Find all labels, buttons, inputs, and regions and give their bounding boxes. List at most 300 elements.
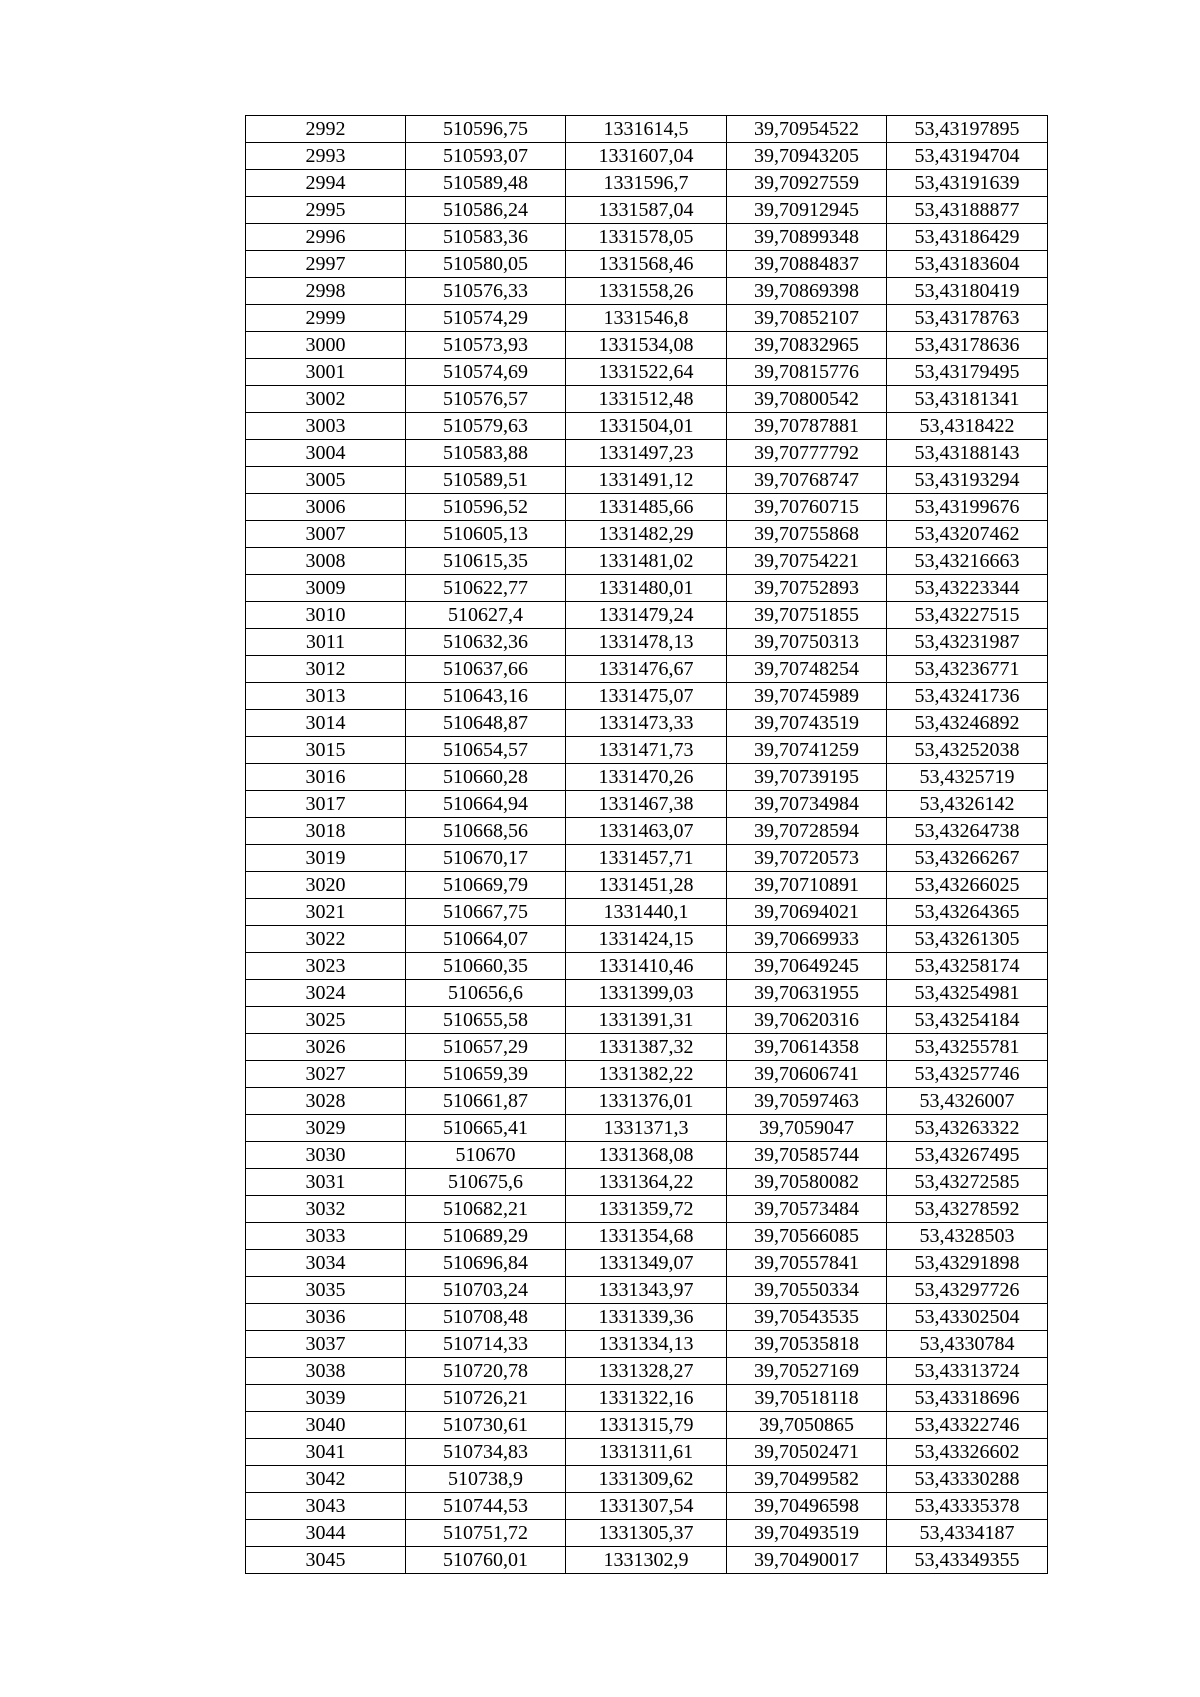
- point-number-cell: 3042: [246, 1466, 406, 1493]
- table-row: [246, 1223, 1048, 1250]
- y-coordinate-cell: 1331457,71: [566, 845, 727, 872]
- point-number-cell: 3022: [246, 926, 406, 953]
- x-coordinate-cell: 510696,84: [406, 1250, 566, 1277]
- y-coordinate-cell: 1331364,22: [566, 1169, 727, 1196]
- y-coordinate-cell: 1331328,27: [566, 1358, 727, 1385]
- table-row: [246, 386, 1048, 413]
- y-coordinate-cell: 1331311,61: [566, 1439, 727, 1466]
- latitude-cell: 39,70527169: [727, 1358, 887, 1385]
- latitude-cell: 39,70557841: [727, 1250, 887, 1277]
- point-number-cell: 3007: [246, 521, 406, 548]
- table-row: [246, 1088, 1048, 1115]
- y-coordinate-cell: 1331614,5: [566, 116, 727, 143]
- longitude-cell: 53,43291898: [887, 1250, 1048, 1277]
- point-number-cell: 3041: [246, 1439, 406, 1466]
- latitude-cell: 39,70768747: [727, 467, 887, 494]
- y-coordinate-cell: 1331558,26: [566, 278, 727, 305]
- table-row: [246, 521, 1048, 548]
- longitude-cell: 53,43264738: [887, 818, 1048, 845]
- x-coordinate-cell: 510669,79: [406, 872, 566, 899]
- y-coordinate-cell: 1331596,7: [566, 170, 727, 197]
- y-coordinate-cell: 1331359,72: [566, 1196, 727, 1223]
- longitude-cell: 53,43255781: [887, 1034, 1048, 1061]
- y-coordinate-cell: 1331302,9: [566, 1547, 727, 1574]
- coordinates-table-body: [246, 116, 1048, 1574]
- longitude-cell: 53,43223344: [887, 575, 1048, 602]
- x-coordinate-cell: 510656,6: [406, 980, 566, 1007]
- point-number-cell: 3027: [246, 1061, 406, 1088]
- longitude-cell: 53,43207462: [887, 521, 1048, 548]
- longitude-cell: 53,43258174: [887, 953, 1048, 980]
- x-coordinate-cell: 510670: [406, 1142, 566, 1169]
- y-coordinate-cell: 1331315,79: [566, 1412, 727, 1439]
- table-row: [246, 629, 1048, 656]
- x-coordinate-cell: 510670,17: [406, 845, 566, 872]
- table-row: [246, 791, 1048, 818]
- point-number-cell: 3031: [246, 1169, 406, 1196]
- latitude-cell: 39,70728594: [727, 818, 887, 845]
- point-number-cell: 3014: [246, 710, 406, 737]
- y-coordinate-cell: 1331534,08: [566, 332, 727, 359]
- y-coordinate-cell: 1331473,33: [566, 710, 727, 737]
- y-coordinate-cell: 1331387,32: [566, 1034, 727, 1061]
- point-number-cell: 3043: [246, 1493, 406, 1520]
- y-coordinate-cell: 1331476,67: [566, 656, 727, 683]
- latitude-cell: 39,70535818: [727, 1331, 887, 1358]
- point-number-cell: 3002: [246, 386, 406, 413]
- y-coordinate-cell: 1331522,64: [566, 359, 727, 386]
- table-row: [246, 224, 1048, 251]
- point-number-cell: 3023: [246, 953, 406, 980]
- longitude-cell: 53,43179495: [887, 359, 1048, 386]
- latitude-cell: 39,70943205: [727, 143, 887, 170]
- table-row: [246, 467, 1048, 494]
- latitude-cell: 39,70496598: [727, 1493, 887, 1520]
- y-coordinate-cell: 1331587,04: [566, 197, 727, 224]
- point-number-cell: 2993: [246, 143, 406, 170]
- point-number-cell: 2995: [246, 197, 406, 224]
- longitude-cell: 53,43335378: [887, 1493, 1048, 1520]
- x-coordinate-cell: 510738,9: [406, 1466, 566, 1493]
- x-coordinate-cell: 510665,41: [406, 1115, 566, 1142]
- y-coordinate-cell: 1331334,13: [566, 1331, 727, 1358]
- table-row: [246, 926, 1048, 953]
- longitude-cell: 53,43267495: [887, 1142, 1048, 1169]
- y-coordinate-cell: 1331578,05: [566, 224, 727, 251]
- table-row: [246, 1196, 1048, 1223]
- longitude-cell: 53,4330784: [887, 1331, 1048, 1358]
- latitude-cell: 39,70694021: [727, 899, 887, 926]
- latitude-cell: 39,70745989: [727, 683, 887, 710]
- y-coordinate-cell: 1331607,04: [566, 143, 727, 170]
- longitude-cell: 53,43297726: [887, 1277, 1048, 1304]
- point-number-cell: 3040: [246, 1412, 406, 1439]
- longitude-cell: 53,43183604: [887, 251, 1048, 278]
- table-row: [246, 1169, 1048, 1196]
- longitude-cell: 53,43263322: [887, 1115, 1048, 1142]
- longitude-cell: 53,43180419: [887, 278, 1048, 305]
- point-number-cell: 3030: [246, 1142, 406, 1169]
- y-coordinate-cell: 1331399,03: [566, 980, 727, 1007]
- latitude-cell: 39,70502471: [727, 1439, 887, 1466]
- point-number-cell: 2996: [246, 224, 406, 251]
- longitude-cell: 53,4326007: [887, 1088, 1048, 1115]
- x-coordinate-cell: 510714,33: [406, 1331, 566, 1358]
- latitude-cell: 39,70606741: [727, 1061, 887, 1088]
- latitude-cell: 39,70550334: [727, 1277, 887, 1304]
- point-number-cell: 3009: [246, 575, 406, 602]
- x-coordinate-cell: 510720,78: [406, 1358, 566, 1385]
- latitude-cell: 39,7059047: [727, 1115, 887, 1142]
- longitude-cell: 53,4326142: [887, 791, 1048, 818]
- longitude-cell: 53,43236771: [887, 656, 1048, 683]
- y-coordinate-cell: 1331376,01: [566, 1088, 727, 1115]
- x-coordinate-cell: 510586,24: [406, 197, 566, 224]
- table-row: [246, 737, 1048, 764]
- point-number-cell: 3017: [246, 791, 406, 818]
- point-number-cell: 3036: [246, 1304, 406, 1331]
- y-coordinate-cell: 1331368,08: [566, 1142, 727, 1169]
- table-row: [246, 143, 1048, 170]
- y-coordinate-cell: 1331339,36: [566, 1304, 727, 1331]
- point-number-cell: 3019: [246, 845, 406, 872]
- table-row: [246, 1412, 1048, 1439]
- latitude-cell: 39,70493519: [727, 1520, 887, 1547]
- table-row: [246, 170, 1048, 197]
- point-number-cell: 3033: [246, 1223, 406, 1250]
- longitude-cell: 53,43181341: [887, 386, 1048, 413]
- longitude-cell: 53,4328503: [887, 1223, 1048, 1250]
- point-number-cell: 3018: [246, 818, 406, 845]
- table-row: [246, 278, 1048, 305]
- latitude-cell: 39,70748254: [727, 656, 887, 683]
- table-row: [246, 710, 1048, 737]
- x-coordinate-cell: 510664,07: [406, 926, 566, 953]
- table-row: [246, 575, 1048, 602]
- longitude-cell: 53,43252038: [887, 737, 1048, 764]
- y-coordinate-cell: 1331504,01: [566, 413, 727, 440]
- longitude-cell: 53,43241736: [887, 683, 1048, 710]
- x-coordinate-cell: 510657,29: [406, 1034, 566, 1061]
- x-coordinate-cell: 510660,35: [406, 953, 566, 980]
- longitude-cell: 53,43194704: [887, 143, 1048, 170]
- x-coordinate-cell: 510664,94: [406, 791, 566, 818]
- x-coordinate-cell: 510576,33: [406, 278, 566, 305]
- point-number-cell: 2994: [246, 170, 406, 197]
- x-coordinate-cell: 510682,21: [406, 1196, 566, 1223]
- y-coordinate-cell: 1331497,23: [566, 440, 727, 467]
- table-row: [246, 818, 1048, 845]
- y-coordinate-cell: 1331305,37: [566, 1520, 727, 1547]
- latitude-cell: 39,70832965: [727, 332, 887, 359]
- x-coordinate-cell: 510659,39: [406, 1061, 566, 1088]
- latitude-cell: 39,70899348: [727, 224, 887, 251]
- latitude-cell: 39,70631955: [727, 980, 887, 1007]
- y-coordinate-cell: 1331478,13: [566, 629, 727, 656]
- point-number-cell: 2999: [246, 305, 406, 332]
- longitude-cell: 53,43197895: [887, 116, 1048, 143]
- x-coordinate-cell: 510734,83: [406, 1439, 566, 1466]
- table-row: [246, 1493, 1048, 1520]
- point-number-cell: 2998: [246, 278, 406, 305]
- y-coordinate-cell: 1331568,46: [566, 251, 727, 278]
- coordinates-table: [245, 115, 1048, 1574]
- latitude-cell: 39,70734984: [727, 791, 887, 818]
- longitude-cell: 53,43313724: [887, 1358, 1048, 1385]
- table-row: [246, 683, 1048, 710]
- y-coordinate-cell: 1331424,15: [566, 926, 727, 953]
- y-coordinate-cell: 1331482,29: [566, 521, 727, 548]
- point-number-cell: 3006: [246, 494, 406, 521]
- latitude-cell: 39,70580082: [727, 1169, 887, 1196]
- x-coordinate-cell: 510689,29: [406, 1223, 566, 1250]
- latitude-cell: 39,70585744: [727, 1142, 887, 1169]
- x-coordinate-cell: 510744,53: [406, 1493, 566, 1520]
- y-coordinate-cell: 1331470,26: [566, 764, 727, 791]
- x-coordinate-cell: 510726,21: [406, 1385, 566, 1412]
- point-number-cell: 3003: [246, 413, 406, 440]
- point-number-cell: 3010: [246, 602, 406, 629]
- longitude-cell: 53,43216663: [887, 548, 1048, 575]
- x-coordinate-cell: 510637,66: [406, 656, 566, 683]
- latitude-cell: 39,70543535: [727, 1304, 887, 1331]
- point-number-cell: 3001: [246, 359, 406, 386]
- x-coordinate-cell: 510708,48: [406, 1304, 566, 1331]
- table-row: [246, 1277, 1048, 1304]
- table-row: [246, 251, 1048, 278]
- x-coordinate-cell: 510751,72: [406, 1520, 566, 1547]
- table-row: [246, 1547, 1048, 1574]
- longitude-cell: 53,43186429: [887, 224, 1048, 251]
- longitude-cell: 53,4334187: [887, 1520, 1048, 1547]
- point-number-cell: 3011: [246, 629, 406, 656]
- table-row: [246, 764, 1048, 791]
- x-coordinate-cell: 510593,07: [406, 143, 566, 170]
- point-number-cell: 3012: [246, 656, 406, 683]
- table-row: [246, 1061, 1048, 1088]
- latitude-cell: 39,70751855: [727, 602, 887, 629]
- x-coordinate-cell: 510668,56: [406, 818, 566, 845]
- longitude-cell: 53,43264365: [887, 899, 1048, 926]
- point-number-cell: 3020: [246, 872, 406, 899]
- table-row: [246, 1331, 1048, 1358]
- y-coordinate-cell: 1331354,68: [566, 1223, 727, 1250]
- latitude-cell: 39,70669933: [727, 926, 887, 953]
- longitude-cell: 53,43257746: [887, 1061, 1048, 1088]
- x-coordinate-cell: 510605,13: [406, 521, 566, 548]
- table-row: [246, 1385, 1048, 1412]
- longitude-cell: 53,43266025: [887, 872, 1048, 899]
- y-coordinate-cell: 1331410,46: [566, 953, 727, 980]
- latitude-cell: 39,70499582: [727, 1466, 887, 1493]
- x-coordinate-cell: 510643,16: [406, 683, 566, 710]
- longitude-cell: 53,43254981: [887, 980, 1048, 1007]
- point-number-cell: 3038: [246, 1358, 406, 1385]
- y-coordinate-cell: 1331475,07: [566, 683, 727, 710]
- point-number-cell: 3026: [246, 1034, 406, 1061]
- x-coordinate-cell: 510596,52: [406, 494, 566, 521]
- latitude-cell: 39,70787881: [727, 413, 887, 440]
- table-row: [246, 899, 1048, 926]
- table-row: [246, 332, 1048, 359]
- latitude-cell: 39,70869398: [727, 278, 887, 305]
- table-row: [246, 1250, 1048, 1277]
- longitude-cell: 53,43231987: [887, 629, 1048, 656]
- longitude-cell: 53,43191639: [887, 170, 1048, 197]
- latitude-cell: 39,70597463: [727, 1088, 887, 1115]
- point-number-cell: 2992: [246, 116, 406, 143]
- x-coordinate-cell: 510583,88: [406, 440, 566, 467]
- x-coordinate-cell: 510632,36: [406, 629, 566, 656]
- latitude-cell: 39,70573484: [727, 1196, 887, 1223]
- table-row: [246, 602, 1048, 629]
- x-coordinate-cell: 510654,57: [406, 737, 566, 764]
- longitude-cell: 53,43330288: [887, 1466, 1048, 1493]
- table-row: [246, 953, 1048, 980]
- y-coordinate-cell: 1331371,3: [566, 1115, 727, 1142]
- latitude-cell: 39,70710891: [727, 872, 887, 899]
- table-row: [246, 1007, 1048, 1034]
- y-coordinate-cell: 1331479,24: [566, 602, 727, 629]
- x-coordinate-cell: 510573,93: [406, 332, 566, 359]
- x-coordinate-cell: 510655,58: [406, 1007, 566, 1034]
- x-coordinate-cell: 510675,6: [406, 1169, 566, 1196]
- point-number-cell: 3029: [246, 1115, 406, 1142]
- longitude-cell: 53,43178763: [887, 305, 1048, 332]
- latitude-cell: 39,70800542: [727, 386, 887, 413]
- table-row: [246, 1520, 1048, 1547]
- latitude-cell: 39,70750313: [727, 629, 887, 656]
- table-row: [246, 1115, 1048, 1142]
- x-coordinate-cell: 510760,01: [406, 1547, 566, 1574]
- latitude-cell: 39,70518118: [727, 1385, 887, 1412]
- y-coordinate-cell: 1331491,12: [566, 467, 727, 494]
- table-row: [246, 116, 1048, 143]
- table-row: [246, 1466, 1048, 1493]
- longitude-cell: 53,43199676: [887, 494, 1048, 521]
- y-coordinate-cell: 1331440,1: [566, 899, 727, 926]
- latitude-cell: 39,70614358: [727, 1034, 887, 1061]
- point-number-cell: 3034: [246, 1250, 406, 1277]
- latitude-cell: 39,70752893: [727, 575, 887, 602]
- x-coordinate-cell: 510730,61: [406, 1412, 566, 1439]
- table-row: [246, 845, 1048, 872]
- longitude-cell: 53,43322746: [887, 1412, 1048, 1439]
- table-row: [246, 440, 1048, 467]
- point-number-cell: 3028: [246, 1088, 406, 1115]
- longitude-cell: 53,43302504: [887, 1304, 1048, 1331]
- table-row: [246, 305, 1048, 332]
- table-row: [246, 980, 1048, 1007]
- latitude-cell: 39,70760715: [727, 494, 887, 521]
- latitude-cell: 39,70490017: [727, 1547, 887, 1574]
- longitude-cell: 53,43318696: [887, 1385, 1048, 1412]
- y-coordinate-cell: 1331512,48: [566, 386, 727, 413]
- longitude-cell: 53,43227515: [887, 602, 1048, 629]
- latitude-cell: 39,70884837: [727, 251, 887, 278]
- x-coordinate-cell: 510589,48: [406, 170, 566, 197]
- y-coordinate-cell: 1331546,8: [566, 305, 727, 332]
- table-row: [246, 413, 1048, 440]
- point-number-cell: 3004: [246, 440, 406, 467]
- y-coordinate-cell: 1331349,07: [566, 1250, 727, 1277]
- y-coordinate-cell: 1331451,28: [566, 872, 727, 899]
- longitude-cell: 53,43254184: [887, 1007, 1048, 1034]
- longitude-cell: 53,43246892: [887, 710, 1048, 737]
- table-row: [246, 1358, 1048, 1385]
- point-number-cell: 3044: [246, 1520, 406, 1547]
- x-coordinate-cell: 510579,63: [406, 413, 566, 440]
- longitude-cell: 53,43261305: [887, 926, 1048, 953]
- point-number-cell: 3032: [246, 1196, 406, 1223]
- longitude-cell: 53,4318422: [887, 413, 1048, 440]
- longitude-cell: 53,43178636: [887, 332, 1048, 359]
- y-coordinate-cell: 1331309,62: [566, 1466, 727, 1493]
- table-row: [246, 872, 1048, 899]
- y-coordinate-cell: 1331307,54: [566, 1493, 727, 1520]
- point-number-cell: 3013: [246, 683, 406, 710]
- point-number-cell: 3037: [246, 1331, 406, 1358]
- point-number-cell: 3016: [246, 764, 406, 791]
- latitude-cell: 39,70815776: [727, 359, 887, 386]
- latitude-cell: 39,70739195: [727, 764, 887, 791]
- x-coordinate-cell: 510661,87: [406, 1088, 566, 1115]
- longitude-cell: 53,4325719: [887, 764, 1048, 791]
- y-coordinate-cell: 1331480,01: [566, 575, 727, 602]
- point-number-cell: 3000: [246, 332, 406, 359]
- y-coordinate-cell: 1331485,66: [566, 494, 727, 521]
- point-number-cell: 3045: [246, 1547, 406, 1574]
- x-coordinate-cell: 510615,35: [406, 548, 566, 575]
- y-coordinate-cell: 1331481,02: [566, 548, 727, 575]
- x-coordinate-cell: 510574,69: [406, 359, 566, 386]
- latitude-cell: 39,70741259: [727, 737, 887, 764]
- latitude-cell: 39,70912945: [727, 197, 887, 224]
- point-number-cell: 2997: [246, 251, 406, 278]
- latitude-cell: 39,70649245: [727, 953, 887, 980]
- table-row: [246, 359, 1048, 386]
- point-number-cell: 3015: [246, 737, 406, 764]
- x-coordinate-cell: 510574,29: [406, 305, 566, 332]
- y-coordinate-cell: 1331322,16: [566, 1385, 727, 1412]
- latitude-cell: 39,70566085: [727, 1223, 887, 1250]
- point-number-cell: 3024: [246, 980, 406, 1007]
- latitude-cell: 39,70620316: [727, 1007, 887, 1034]
- longitude-cell: 53,43278592: [887, 1196, 1048, 1223]
- latitude-cell: 39,70852107: [727, 305, 887, 332]
- x-coordinate-cell: 510627,4: [406, 602, 566, 629]
- y-coordinate-cell: 1331463,07: [566, 818, 727, 845]
- x-coordinate-cell: 510589,51: [406, 467, 566, 494]
- table-row: [246, 548, 1048, 575]
- latitude-cell: 39,70720573: [727, 845, 887, 872]
- y-coordinate-cell: 1331391,31: [566, 1007, 727, 1034]
- point-number-cell: 3021: [246, 899, 406, 926]
- latitude-cell: 39,70743519: [727, 710, 887, 737]
- x-coordinate-cell: 510580,05: [406, 251, 566, 278]
- latitude-cell: 39,70754221: [727, 548, 887, 575]
- x-coordinate-cell: 510667,75: [406, 899, 566, 926]
- y-coordinate-cell: 1331467,38: [566, 791, 727, 818]
- longitude-cell: 53,43188143: [887, 440, 1048, 467]
- x-coordinate-cell: 510622,77: [406, 575, 566, 602]
- x-coordinate-cell: 510660,28: [406, 764, 566, 791]
- latitude-cell: 39,70777792: [727, 440, 887, 467]
- longitude-cell: 53,43266267: [887, 845, 1048, 872]
- x-coordinate-cell: 510576,57: [406, 386, 566, 413]
- x-coordinate-cell: 510648,87: [406, 710, 566, 737]
- longitude-cell: 53,43326602: [887, 1439, 1048, 1466]
